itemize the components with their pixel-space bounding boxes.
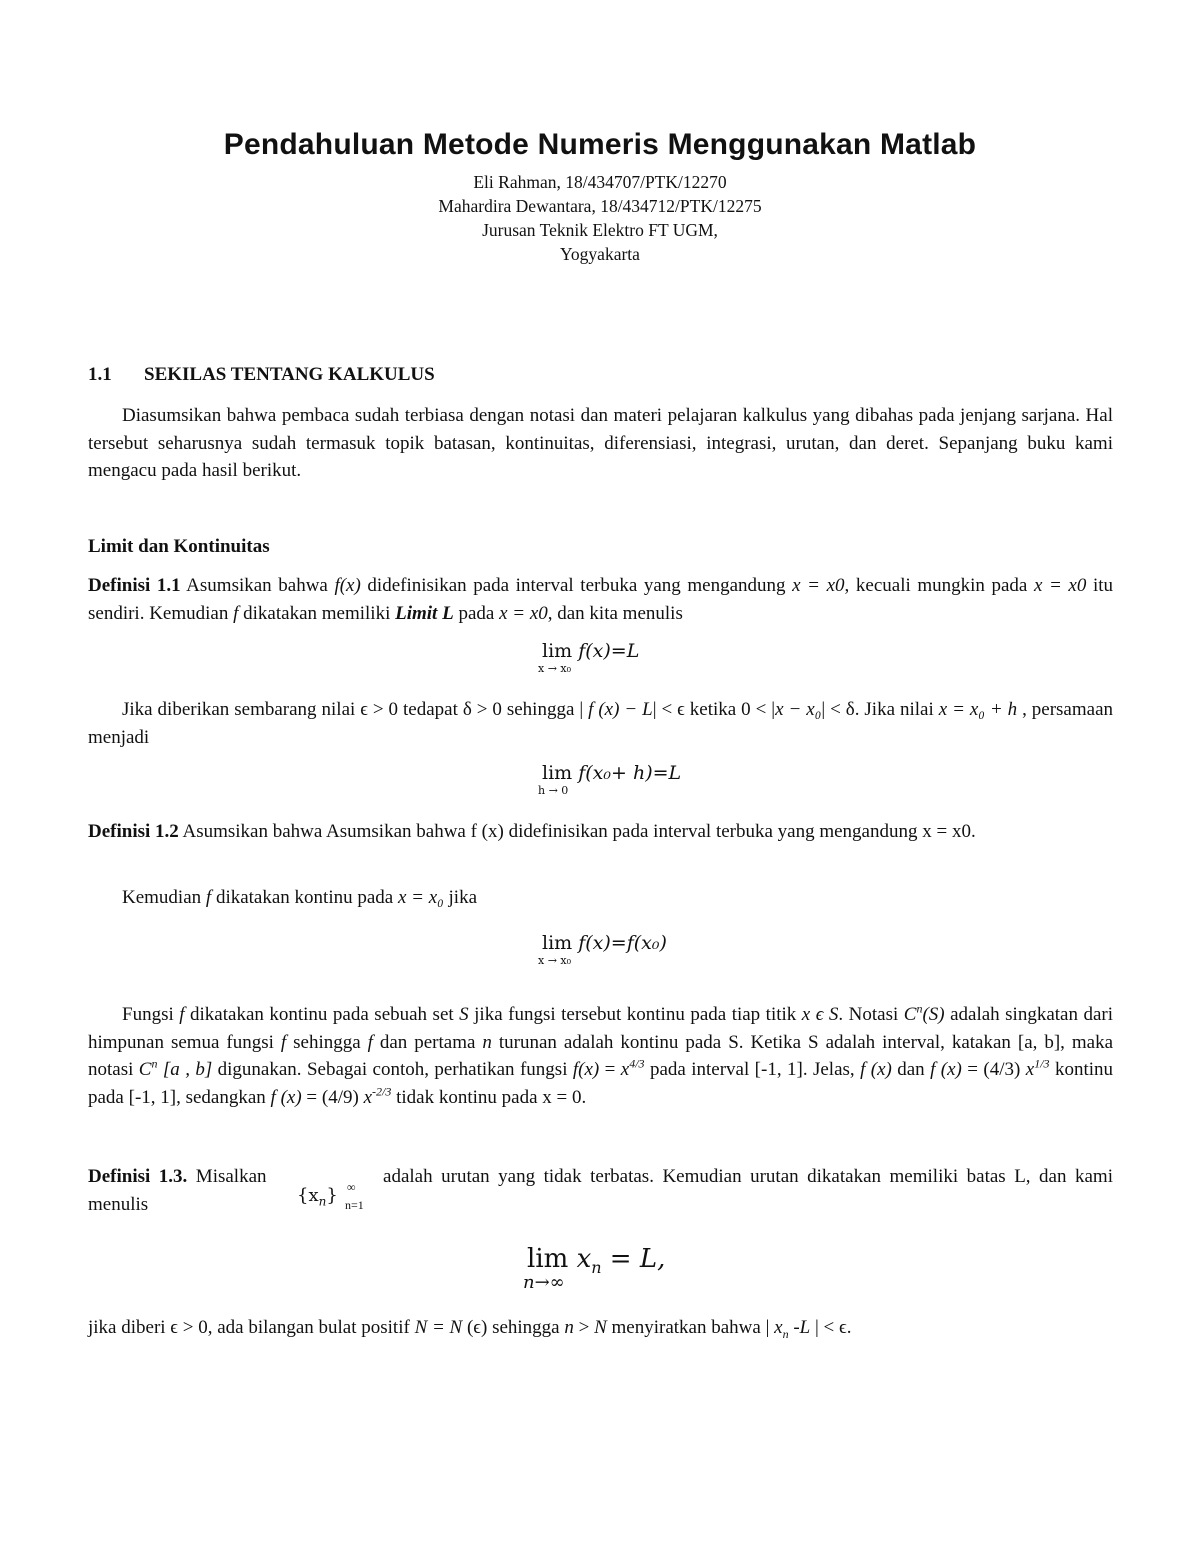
math: n bbox=[782, 1326, 789, 1341]
math: f bbox=[280, 1031, 287, 1053]
lim: lim bbox=[527, 1244, 569, 1274]
text: itu sendiri. Kemudian bbox=[88, 575, 1114, 624]
text: adalah urutan yang tidak terbatas. Kemudian urutan dikatakan memiliki batas L, dan kami menulis bbox=[88, 1166, 1113, 1215]
seq-subscript: n bbox=[318, 1194, 327, 1209]
math: x = x0 bbox=[792, 575, 845, 596]
text: dan pertama bbox=[372, 1031, 483, 1053]
text: adalah singkatan dari himpunan semua fungsi bbox=[88, 1004, 1114, 1053]
math: L bbox=[799, 1317, 811, 1338]
seq-lower-index: n=1 bbox=[345, 1198, 364, 1212]
city-line: Yogyakarta bbox=[560, 244, 640, 264]
math: x − x₀ bbox=[775, 699, 822, 720]
text: | < ϵ ketika 0 < | bbox=[652, 699, 776, 720]
text: = (4/9) bbox=[301, 1086, 364, 1108]
math: x bbox=[774, 1317, 783, 1338]
math: f bbox=[179, 1004, 185, 1025]
text: dikatakan memiliki bbox=[238, 602, 396, 624]
math: x = x₀ + h bbox=[938, 699, 1018, 720]
text: dan bbox=[891, 1059, 931, 1080]
math: S bbox=[459, 1004, 469, 1025]
paragraph-kemudian bbox=[88, 884, 1113, 912]
text: Fungsi bbox=[122, 1004, 180, 1025]
math: n bbox=[482, 1031, 492, 1053]
text: tidak kontinu pada x = 0. bbox=[391, 1086, 587, 1108]
math: x bbox=[620, 1059, 630, 1080]
math: [a , b] bbox=[157, 1059, 213, 1080]
seq-brace: {x bbox=[297, 1185, 319, 1206]
def-label: Definisi 1.1 bbox=[88, 575, 181, 596]
def-label: Definisi 1.3. bbox=[88, 1166, 188, 1187]
math: x = x₀ bbox=[397, 887, 444, 908]
math: N = N bbox=[414, 1317, 463, 1338]
text: didefinisikan pada interval terbuka yang mengandung bbox=[360, 575, 793, 596]
math: n bbox=[916, 1001, 923, 1016]
math: N bbox=[594, 1317, 607, 1338]
text: Misalkan bbox=[187, 1166, 276, 1187]
math: x bbox=[1025, 1059, 1035, 1080]
lim: lim bbox=[542, 762, 573, 784]
equation-3 bbox=[538, 932, 667, 967]
math: 4/3 bbox=[629, 1056, 645, 1071]
text: pada bbox=[453, 602, 500, 624]
def-label: Definisi 1.2 bbox=[88, 821, 179, 842]
text: . Notasi bbox=[838, 1004, 904, 1025]
text: , persamaan menjadi bbox=[88, 699, 1114, 748]
section-number: 1.1 bbox=[88, 364, 112, 385]
math: f bbox=[367, 1031, 373, 1053]
math: C bbox=[903, 1004, 917, 1025]
lim-subscript: x → x₀ bbox=[538, 954, 572, 967]
text: digunakan. Sebagai contoh, perhatikan fungsi bbox=[212, 1059, 573, 1080]
math: f bbox=[233, 602, 239, 624]
text: pada interval [-1, 1]. Jelas, bbox=[644, 1059, 861, 1080]
affiliation-line: Jurusan Teknik Elektro FT UGM, bbox=[482, 220, 718, 240]
math: x = x0 bbox=[499, 602, 548, 624]
section-heading bbox=[88, 364, 435, 386]
math: x bbox=[363, 1086, 373, 1108]
paragraph-fungsi bbox=[88, 1001, 1113, 1111]
text: turunan adalah kontinu pada S. Ketika S adalah interval, katakan [a, b], maka notasi bbox=[88, 1031, 1114, 1080]
text: ϵ > 0 tedapat δ > 0 sehingga | bbox=[360, 699, 589, 720]
subheading: Limit dan Kontinuitas bbox=[88, 536, 270, 557]
definition-1-1 bbox=[88, 572, 1113, 627]
math: -2/3 bbox=[372, 1084, 392, 1099]
text: jika diberi ϵ > 0, ada bilangan bulat positif bbox=[88, 1317, 415, 1338]
math: f(x) bbox=[572, 1059, 600, 1080]
lim: lim bbox=[542, 640, 573, 662]
lim-subscript: h → 0 bbox=[538, 784, 569, 797]
equation-1 bbox=[538, 640, 640, 675]
text: dikatakan kontinu pada sebuah set bbox=[184, 1004, 460, 1025]
text: = bbox=[599, 1059, 621, 1080]
math: x = x0 bbox=[1033, 575, 1087, 596]
seq-brace-close: } bbox=[326, 1185, 338, 1206]
text: Asumsikan bahwa Asumsikan bahwa f (x) didefinisikan pada interval terbuka yang mengandung x = x0. bbox=[178, 821, 976, 842]
text: = (4/3) bbox=[961, 1059, 1026, 1080]
text: jika fungsi tersebut kontinu pada tiap titik bbox=[468, 1004, 802, 1025]
math: Limit L bbox=[395, 602, 454, 624]
text: | < ϵ. bbox=[810, 1317, 852, 1338]
text: Asumsikan bahwa bbox=[180, 575, 335, 596]
math: (S) bbox=[922, 1004, 945, 1025]
section-title: SEKILAS TENTANG KALKULUS bbox=[144, 364, 435, 385]
author-line-2: Mahardira Dewantara, 18/434712/PTK/12275 bbox=[438, 196, 762, 216]
math: f (x) bbox=[270, 1086, 302, 1108]
lim-subscript: n→∞ bbox=[523, 1272, 565, 1293]
text: (ϵ) sehingga bbox=[462, 1317, 565, 1338]
text: Jika diberikan sembarang nilai bbox=[122, 699, 361, 720]
intro-paragraph: Diasumsikan bahwa pembaca sudah terbiasa dengan notasi dan materi pelajaran kalkulus yang dibahas pada jenjang sarjana. Hal tersebut seharusnya sudah termasuk topik batasan, kontinuitas, diferensiasi, integrasi, urutan, dan deret. Sepanjang buku kami mengacu pada hasil berikut. bbox=[88, 405, 1113, 481]
equation-2 bbox=[538, 762, 682, 797]
definition-1-3 bbox=[88, 1163, 1113, 1218]
text: sehingga bbox=[286, 1031, 368, 1053]
lim-subscript: x → x₀ bbox=[538, 662, 572, 675]
math: f(x) bbox=[334, 575, 361, 596]
math: f (x) bbox=[860, 1059, 892, 1080]
text: dikatakan kontinu pada bbox=[211, 887, 398, 908]
equation-rest: = L, bbox=[601, 1244, 666, 1274]
math: f (x) − L bbox=[588, 699, 653, 720]
paragraph-jika bbox=[88, 696, 1113, 751]
math: n bbox=[564, 1317, 574, 1338]
math: 1/3 bbox=[1034, 1056, 1050, 1071]
equation-body: f(x₀+ h)=L bbox=[578, 762, 682, 784]
text: - bbox=[788, 1317, 800, 1338]
text: menyiratkan bahwa | bbox=[606, 1317, 775, 1338]
text: > bbox=[573, 1317, 595, 1338]
math: f (x) bbox=[930, 1059, 962, 1080]
equation-4 bbox=[523, 1244, 666, 1293]
lim: lim bbox=[542, 932, 573, 954]
equation-body: f(x)=f(x₀) bbox=[578, 932, 667, 954]
text: Kemudian bbox=[122, 887, 206, 908]
math: C bbox=[138, 1059, 152, 1080]
paragraph-last bbox=[88, 1314, 1113, 1342]
text: , kecuali mungkin pada bbox=[844, 575, 1034, 596]
seq-superscript: ∞ bbox=[347, 1180, 356, 1194]
math: n bbox=[151, 1056, 158, 1071]
text: | < δ. Jika nilai bbox=[821, 699, 939, 720]
math: f bbox=[205, 887, 212, 908]
text: kontinu pada [-1, 1], sedangkan bbox=[88, 1059, 1113, 1108]
equation-subscript: n bbox=[591, 1258, 602, 1278]
math: x ϵ S bbox=[801, 1004, 839, 1025]
document-title: Pendahuluan Metode Numeris Menggunakan Matlab bbox=[223, 128, 977, 161]
equation-body: x bbox=[576, 1244, 592, 1274]
equation-body: f(x)=L bbox=[578, 640, 640, 662]
text: , dan kita menulis bbox=[547, 602, 683, 624]
author-line-1: Eli Rahman, 18/434707/PTK/12270 bbox=[473, 172, 727, 192]
definition-1-2 bbox=[88, 818, 1113, 846]
text: jika bbox=[443, 887, 478, 908]
